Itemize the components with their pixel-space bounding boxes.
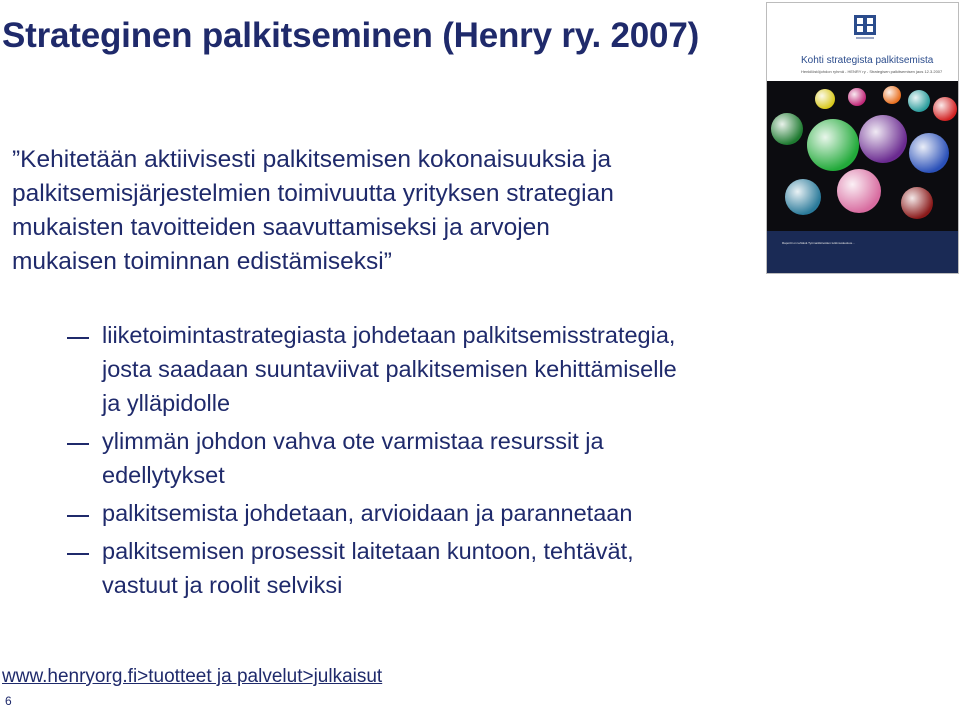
bullet-item bbox=[0, 534, 780, 602]
dash-bullet-icon bbox=[67, 443, 89, 445]
quote-line: ”Kehitetään aktiivisesti palkitsemisen kokonaisuuksia ja bbox=[12, 146, 612, 173]
bullet-item bbox=[0, 496, 780, 530]
dash-bullet-icon bbox=[67, 553, 89, 555]
bullet-line: ylimmän johdon vahva ote varmistaa resurssit ja bbox=[102, 428, 604, 454]
publications-link[interactable]: www.henryorg.fi>tuotteet ja palvelut>julkaisut bbox=[2, 666, 383, 687]
bullet-line: palkitsemisen prosessit laitetaan kuntoon, tehtävät, bbox=[102, 538, 634, 564]
page-number: 6 bbox=[5, 694, 12, 708]
bullet-line: liiketoimintastrategiasta johdetaan palkitsemisstrategia, bbox=[102, 322, 676, 348]
dash-bullet-icon bbox=[67, 515, 89, 517]
colored-spheres-icon bbox=[767, 81, 959, 274]
slide-title: Strateginen palkitseminen (Henry ry. 2007) bbox=[2, 16, 700, 55]
bullet-line: vastuut ja roolit selviksi bbox=[102, 572, 343, 598]
bullet-item bbox=[0, 318, 780, 420]
quote-line: mukaisten tavoitteiden saavuttamiseksi ja arvojen bbox=[12, 214, 550, 241]
bullet-line: palkitsemista johdetaan, arvioidaan ja parannetaan bbox=[102, 500, 633, 526]
bullet-line: ja ylläpidolle bbox=[102, 390, 231, 416]
bullet-list bbox=[0, 318, 780, 606]
cover-blurb: Raportti on tehtävä Työmarkkinoiden tutkimuskeskus... bbox=[782, 241, 855, 245]
henry-logo-icon bbox=[854, 15, 876, 41]
bullet-line: josta saadaan suuntaviivat palkitsemisen kehittämiselle bbox=[102, 356, 677, 382]
quote-block bbox=[12, 143, 752, 279]
bullet-line: edellytykset bbox=[102, 462, 225, 488]
dash-bullet-icon bbox=[67, 337, 89, 339]
cover-title: Kohti strategista palkitsemista bbox=[801, 55, 934, 66]
cover-subtitle: Henkilöstöjohdon ryhmä - HENRY ry - Strategisen palkitsemisen jaos 12.3.2007 bbox=[801, 69, 943, 74]
bullet-item bbox=[0, 424, 780, 492]
book-cover-image bbox=[766, 2, 959, 274]
quote-line: palkitsemisjärjestelmien toimivuutta yrityksen strategian bbox=[12, 180, 614, 207]
quote-line: mukaisen toiminnan edistämiseksi” bbox=[12, 248, 392, 275]
